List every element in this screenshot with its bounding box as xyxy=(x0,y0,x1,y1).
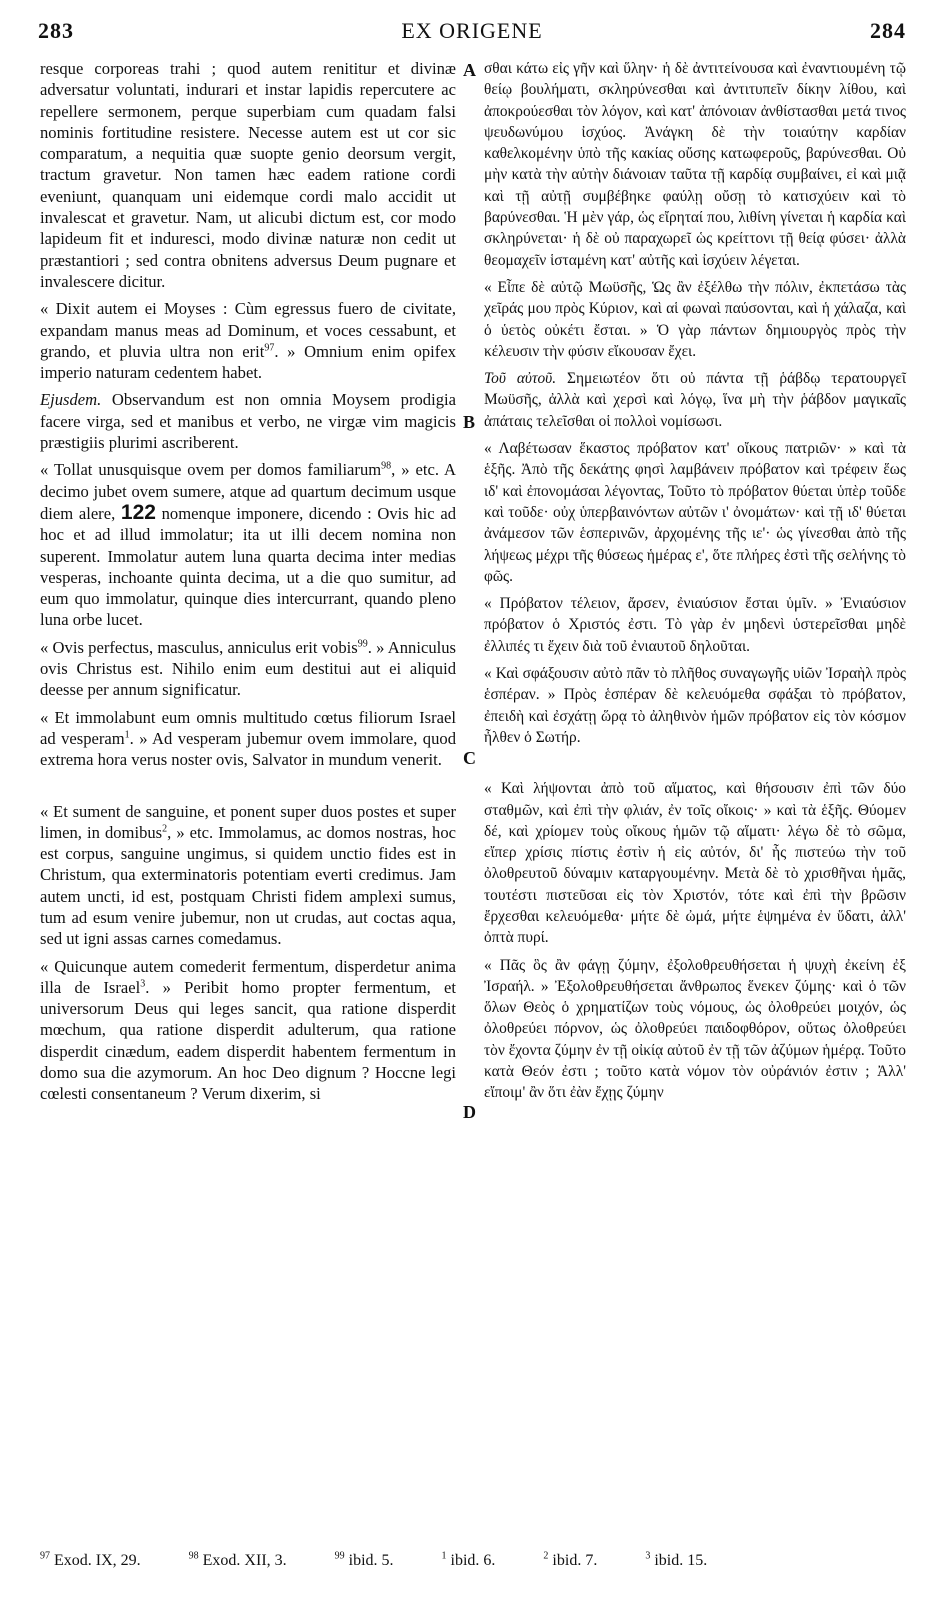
speaker-label: Ejusdem. xyxy=(40,390,102,410)
footnote-ref: 2 xyxy=(162,823,168,835)
latin-paragraph: « Et immolabunt eum omnis multitudo cœtus filiorum Israel ad vesperam$^1$. » Ad vesperam jubemur ovem immolare, quod extrema hora verus noster ovis, Salvator in mundum venerit. xyxy=(40,707,456,770)
latin-paragraph: resque corporeas trahi ; quod autem renititur et divinæ adversatur voluntati, indurari et instar lapidis repercutere ac repellere sermonem, perque superbiam cum quadam falsi nominis fortitudine resistere. Necesse autem est ut cor sic comparatum, a nequitia quæ suopte genio deorsum vergit, tractum gravetur. Non tamen hæc eadem ratione cordi eveniunt, quanquam uni eidemque cordi malo accidit ut invalescat et gravetur. Nam, ut alicubi dictum est, cor modo lapideum fit et induresci, modo divinæ naturæ non cedit ut præstantiori ; sed contra obnitens adversus Deum pugnare et invalescere dicitur. xyxy=(40,59,456,291)
section-marker-d: D xyxy=(463,1102,476,1122)
latin-paragraph: « Quicunque autem comederit fermentum, disperdetur anima illa de Israel$^3$. » Peribit homo propter fermentum, et universorum Deus qui leges sancit, qua ratione disperdit mœchum, qua ratione disperdit adulterum, qua ratione disperdit cinædum, eadem disperdit habentem fermentum in domo sua die azymorum. An hoc Deo dignum ? Hoccne legi cœlesti consentaneum ? Verum dixerim, si xyxy=(40,956,456,1104)
section-marker-a: A xyxy=(463,60,476,80)
greek-paragraph: « Πᾶς ὃς ἂν φάγῃ ζύμην, ἐξολοθρευθήσεται ἡ ψυχὴ ἐκείνη ἐξ Ἰσραήλ. » Ἐξολοθρευθήσεται ἄνθρωπος ἕνεκεν ζύμης· καὶ ὁ τῶν ὅλων Θεὸς ὁ χρηματίζων τοὺς νόμους, ὡς ὀλοθρεύει μοιχόν, ὡς ὀλοθρεύει πόρνον, ὡς ὀλοθρεύει παιδοφθόρον, οὕτως ὀλοθρεύει τὸν ἔχοντα ζύμην ἐν τῇ οἰκίᾳ αὐτοῦ ἐν τῇ τῶν ἀζύμων ἡμέρᾳ. Τοῦτο κατὰ Θεόν ἐστι ; τοῦτο κατὰ νόμον τὸν οὐράνιόν ἐστιν ; Ἀλλ' εἴποιμ' ἂν ὅτι ἐὰν ἔχῃς ζύμην xyxy=(484,956,906,1102)
latin-paragraph: « Tollat unusquisque ovem per domos familiarum$^{98}$, » etc. A decimo jubet ovem sumere, atque ad quartum decimum usque diem alere, 122 nomenque imponere, dicendo : Ovis hic ad hoc et ad illud immolatur; ita ut illi decem nomina non superent. Immolatur autem luna quarta decima inter medias vesperas, inchoante quinta decima, ut a die quo sumitur, ad eum quo immolatur, quinque dies intercurrant, quando pleno luna orbe lucet. xyxy=(40,460,456,630)
page-number-right: 284 xyxy=(870,18,906,43)
running-title: EX ORIGENE xyxy=(401,18,543,43)
column-number: 122 xyxy=(120,500,156,524)
greek-paragraph: « Εἶπε δὲ αὐτῷ Μωϋσῆς, Ὡς ἂν ἐξέλθω τὴν πόλιν, ἐκπετάσω τὰς χεῖράς μου πρὸς Κύριον, καὶ αἱ φωναὶ παύσονται, καὶ ἡ χάλαζα, καὶ ὁ ὑετὸς οὐκέτι ἔσται. » Ὁ γὰρ πάντων δημιουργὸς πρὸς τὴν κέλευσιν τὴν φύσιν εἴκουσαν ἔχει. xyxy=(484,278,906,360)
latin-paragraph: « Dixit autem ei Moyses : Cùm egressus fuero de civitate, expandam manus meas ad Dominum, et voces cessabunt, et grando, et pluvia ultra non erit$^{97}$. » Omnium enim opifex imperio naturam cedentem habet. xyxy=(40,299,456,383)
latin-paragraph: « Et sument de sanguine, et ponent super duos postes et super limen, in domibus$^2$, » etc. Immolamus, ac domos nostras, hoc est corpus, sanguine ungimus, si quidem unctio fides est in Christum, qua exterminatoris potentiam everti credimus. Jam autem uncti, id est, postquam Christi fidem amplexi sumus, tum ad esum venire jubemur, non ut crudas, aut coctas aqua, sed ut igni assas carnes comedamus. xyxy=(40,801,456,949)
greek-paragraph: « Πρόβατον τέλειον, ἄρσεν, ἐνιαύσιον ἔσται ὑμῖν. » Ἐνιαύσιον πρόβατον ὁ Χριστός ἐστι. Τὸ γὰρ ἐν μηδενὶ ὑστερεῖσθαι μηδὲ ἐλλιπές τι ἔχειν διὰ τοῦ ἐνιαυτοῦ δηλοῦται. xyxy=(484,595,906,655)
section-marker-b: B xyxy=(463,412,476,432)
greek-paragraph: « Καὶ σφάξουσιν αὐτὸ πᾶν τὸ πλῆθος συναγωγῆς υἱῶν Ἰσραὴλ πρὸς ἑσπέραν. » Πρὸς ἑσπέραν δὲ κελευόμεθα σφάξαι τὸ πρόβατον, ἐπειδὴ καὶ ἐσχάτῃ ὥρᾳ τὸ ἀληθινὸν ἡμῶν πρόβατον εἰς τὸν κόσμον ἦλθεν ὁ Σωτήρ. xyxy=(484,665,906,746)
latin-paragraph: Ejusdem. Observandum est non omnia Moysem prodigia facere virga, sed et manibus et verbo, ne virgæ vim magicis præstigiis plurimi ascriberent. xyxy=(40,390,456,453)
greek-paragraph: σθαι κάτω εἰς γῆν καὶ ὕλην· ἡ δὲ ἀντιτείνουσα καὶ ἐναντιουμένη τῷ θείῳ βουλήματι, σκληρύνεσθαι καὶ ἀντιτυπεῖν δίκην λίθου, καὶ ἀποκρούεσθαι τὸν λόγον, καὶ κατ' ἀπόνοιαν ἀνθίστασθαι μετά τινος ψευδωνύμου ἰσχύος. Ἀνάγκη δὲ τὴν τοιαύτην καρδίαν καθελκομένην ὑπὸ τῆς κακίας οὔσης κατωφεροῦς, βαρύνεσθαι. Οὐ μὴν κατὰ τὴν αὐτὴν διάνοιαν ταῦτα τῇ καρδίᾳ συμβαίνει, εἰ καὶ μιᾷ καὶ τῇ αὐτῇ συμβέβηκε φαύλῃ οὔσῃ τὸ κατισχύειν καὶ τὸ βαρύνεσθαι. Ἡ μὲν γάρ, ὡς εἴρηταί που, λιθίνη γίνεται ἡ καρδία καὶ σκληρύνεται· ἡ δὲ οὐ παραχωρεῖ ὡς κρείττονι τῇ θείᾳ φύσει· ἀλλὰ θεομαχεῖν ἱσταμένη κατ' αὐτῆς καὶ ἰσχύειν λέγεται. xyxy=(484,60,906,269)
footnote-ref: 97 xyxy=(264,342,275,354)
page-number-left: 283 xyxy=(38,18,74,43)
speaker-label: Τοῦ αὐτοῦ. xyxy=(484,370,557,388)
greek-paragraph: « Λαβέτωσαν ἕκαστος πρόβατον κατ' οἴκους πατριῶν· » καὶ τὰ ἑξῆς. Ἀπὸ τῆς δεκάτης φησὶ λαμβάνειν πρόβατον καὶ τρέφειν ἕως ιδ' καὶ ἐπονομάσαι λέγοντας, Τοῦτο τὸ πρόβατον θύεται ὑπὲρ τοῦδε καὶ τοῦδε· οὐχ ὑπερβαινόντων αὐτῶν ι' ὀνομάτων· καὶ τῇ ιδ' θύεται ἀνάμεσον τῶν ἑσπερινῶν, ἀρχομένης τῆς ιε'· ὡς γίνεσθαι ἀπὸ τῆς λήψεως μέχρι τῆς θύσεως ἡμέρας ε', ὅτε πλήρες ἐστὶ τῆς σελήνης τὸ φῶς. xyxy=(484,440,906,585)
footnote: $^{99}$ ibid. 5. xyxy=(334,1550,394,1569)
greek-paragraph: Τοῦ αὐτοῦ. Σημειωτέον ὅτι οὐ πάντα τῇ ῥάβδῳ τερατουργεῖ Μωϋσῆς, ἀλλὰ καὶ χερσὶ καὶ λόγῳ, ἵνα μὴ τὴν ῥάβδον μαγικαῖς ἀπάταις τελεῖσθαι οἱ πολλοὶ νομίσωσι. xyxy=(484,370,906,430)
footnote: $^2$ ibid. 7. xyxy=(543,1550,598,1569)
footnote-ref: 1 xyxy=(124,729,130,741)
footnote: $^{97}$ Exod. IX, 29. xyxy=(40,1550,141,1569)
footnote-ref: 3 xyxy=(140,978,146,990)
greek-paragraph: « Καὶ λήψονται ἀπὸ τοῦ αἵματος, καὶ θήσουσιν ἐπὶ τῶν δύο σταθμῶν, καὶ ἐπὶ τὴν φλιάν, ἐν τοῖς οἴκοις· » καὶ τὰ ἑξῆς. Θύομεν δέ, καὶ χρίομεν τοὺς οἴκους ἡμῶν τῷ αἵματι· λέγω δὲ τὸ σῶμα, εἴπερ χρίσις πίστις ἐστὶν ἡ εἰς αὐτόν, δι' ἧς πιστεύω τὴν τοῦ ὀλοθρευτοῦ δύναμιν καταργουμένην. Μετὰ δὲ τὸ χρισθῆναι ἡμᾶς, τουτέστι πιστεῦσαι εἰς τὸν Χριστόν, τότε καὶ ἐπὶ τὴν βρῶσιν ἔρχεσθαι κελευόμεθα· μήτε δὲ ὠμά, μήτε ἑψημένα ἐν ὕδατι, ἀλλ' ὀπτὰ πυρί. xyxy=(484,780,906,947)
footnote-ref: 98 xyxy=(381,460,392,472)
greek-column xyxy=(484,58,906,1104)
footnote: $^1$ ibid. 6. xyxy=(441,1550,496,1569)
latin-column xyxy=(40,58,456,1105)
footnote: $^3$ ibid. 15. xyxy=(645,1550,708,1569)
footnote: $^{98}$ Exod. XII, 3. xyxy=(188,1550,287,1569)
section-marker-c: C xyxy=(463,748,476,768)
latin-paragraph: « Ovis perfectus, masculus, anniculus erit vobis$^{99}$. » Anniculus ovis Christus est. Nihilo enim eum destitui aut ei aliquid deesse per annum significatur. xyxy=(40,637,456,700)
running-header xyxy=(38,18,906,52)
footnote-ref: 99 xyxy=(357,638,368,650)
footnotes xyxy=(40,1552,906,1570)
